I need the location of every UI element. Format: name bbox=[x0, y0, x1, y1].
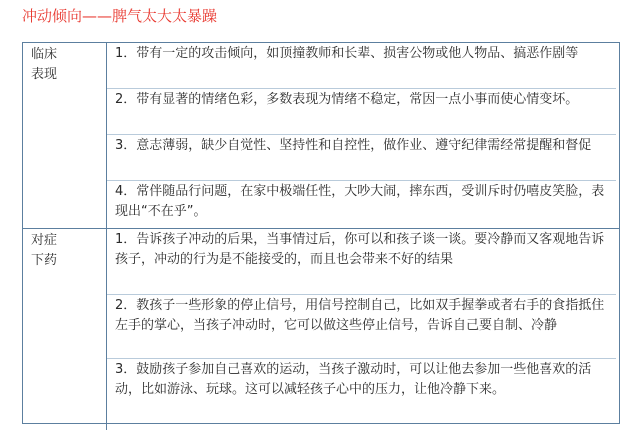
table-row: 2．带有显著的情绪色彩，多数表现为情绪不稳定，常因一点小事而使心情变坏。 bbox=[107, 89, 616, 135]
section-rows bbox=[107, 43, 619, 228]
section-rows bbox=[107, 229, 619, 430]
table-row: 1．带有一定的攻击倾向，如顶撞教师和长辈、损害公物或他人物品、搞恶作剧等 bbox=[107, 43, 616, 89]
table-row: 3．意志薄弱，缺少自觉性、坚持性和自控性，做作业、遵守纪律需经常提醒和督促 bbox=[107, 135, 616, 181]
table-section-clinical bbox=[23, 43, 619, 229]
table-row: 2．教孩子一些形象的停止信号，用信号控制自己，比如双手握拳或者右手的食指抵住左手的掌心，当孩子冲动时，它可以做这些停止信号，告诉自己要自制、冷静 bbox=[107, 295, 616, 359]
table-row: 3．鼓励孩子参加自己喜欢的运动，当孩子激动时，可以让他去参加一些他喜欢的活动，比如游泳、玩球。这可以减轻孩子心中的压力，让他冷静下来。 bbox=[115, 362, 592, 397]
section-header-clinical bbox=[23, 43, 107, 228]
page-title: 冲动倾向——脾气太大太暴躁 bbox=[22, 7, 218, 25]
table-section-remedy bbox=[23, 229, 619, 430]
section-header-remedy bbox=[23, 229, 107, 430]
section-header-text: 对症 下药 bbox=[31, 233, 58, 268]
info-table bbox=[22, 42, 620, 424]
table-row: 1．告诉孩子冲动的后果，当事情过后，你可以和孩子谈一谈。要冷静而又客观地告诉孩子，冲动的行为是不能接受的，而且也会带来不好的结果 bbox=[107, 229, 616, 295]
table-row: 4．常伴随品行问题，在家中极端任性，大吵大闹，摔东西，受训斥时仍嘻皮笑脸，表现出“不在乎”。 bbox=[115, 184, 605, 219]
section-header-text: 临床 表现 bbox=[31, 47, 58, 82]
